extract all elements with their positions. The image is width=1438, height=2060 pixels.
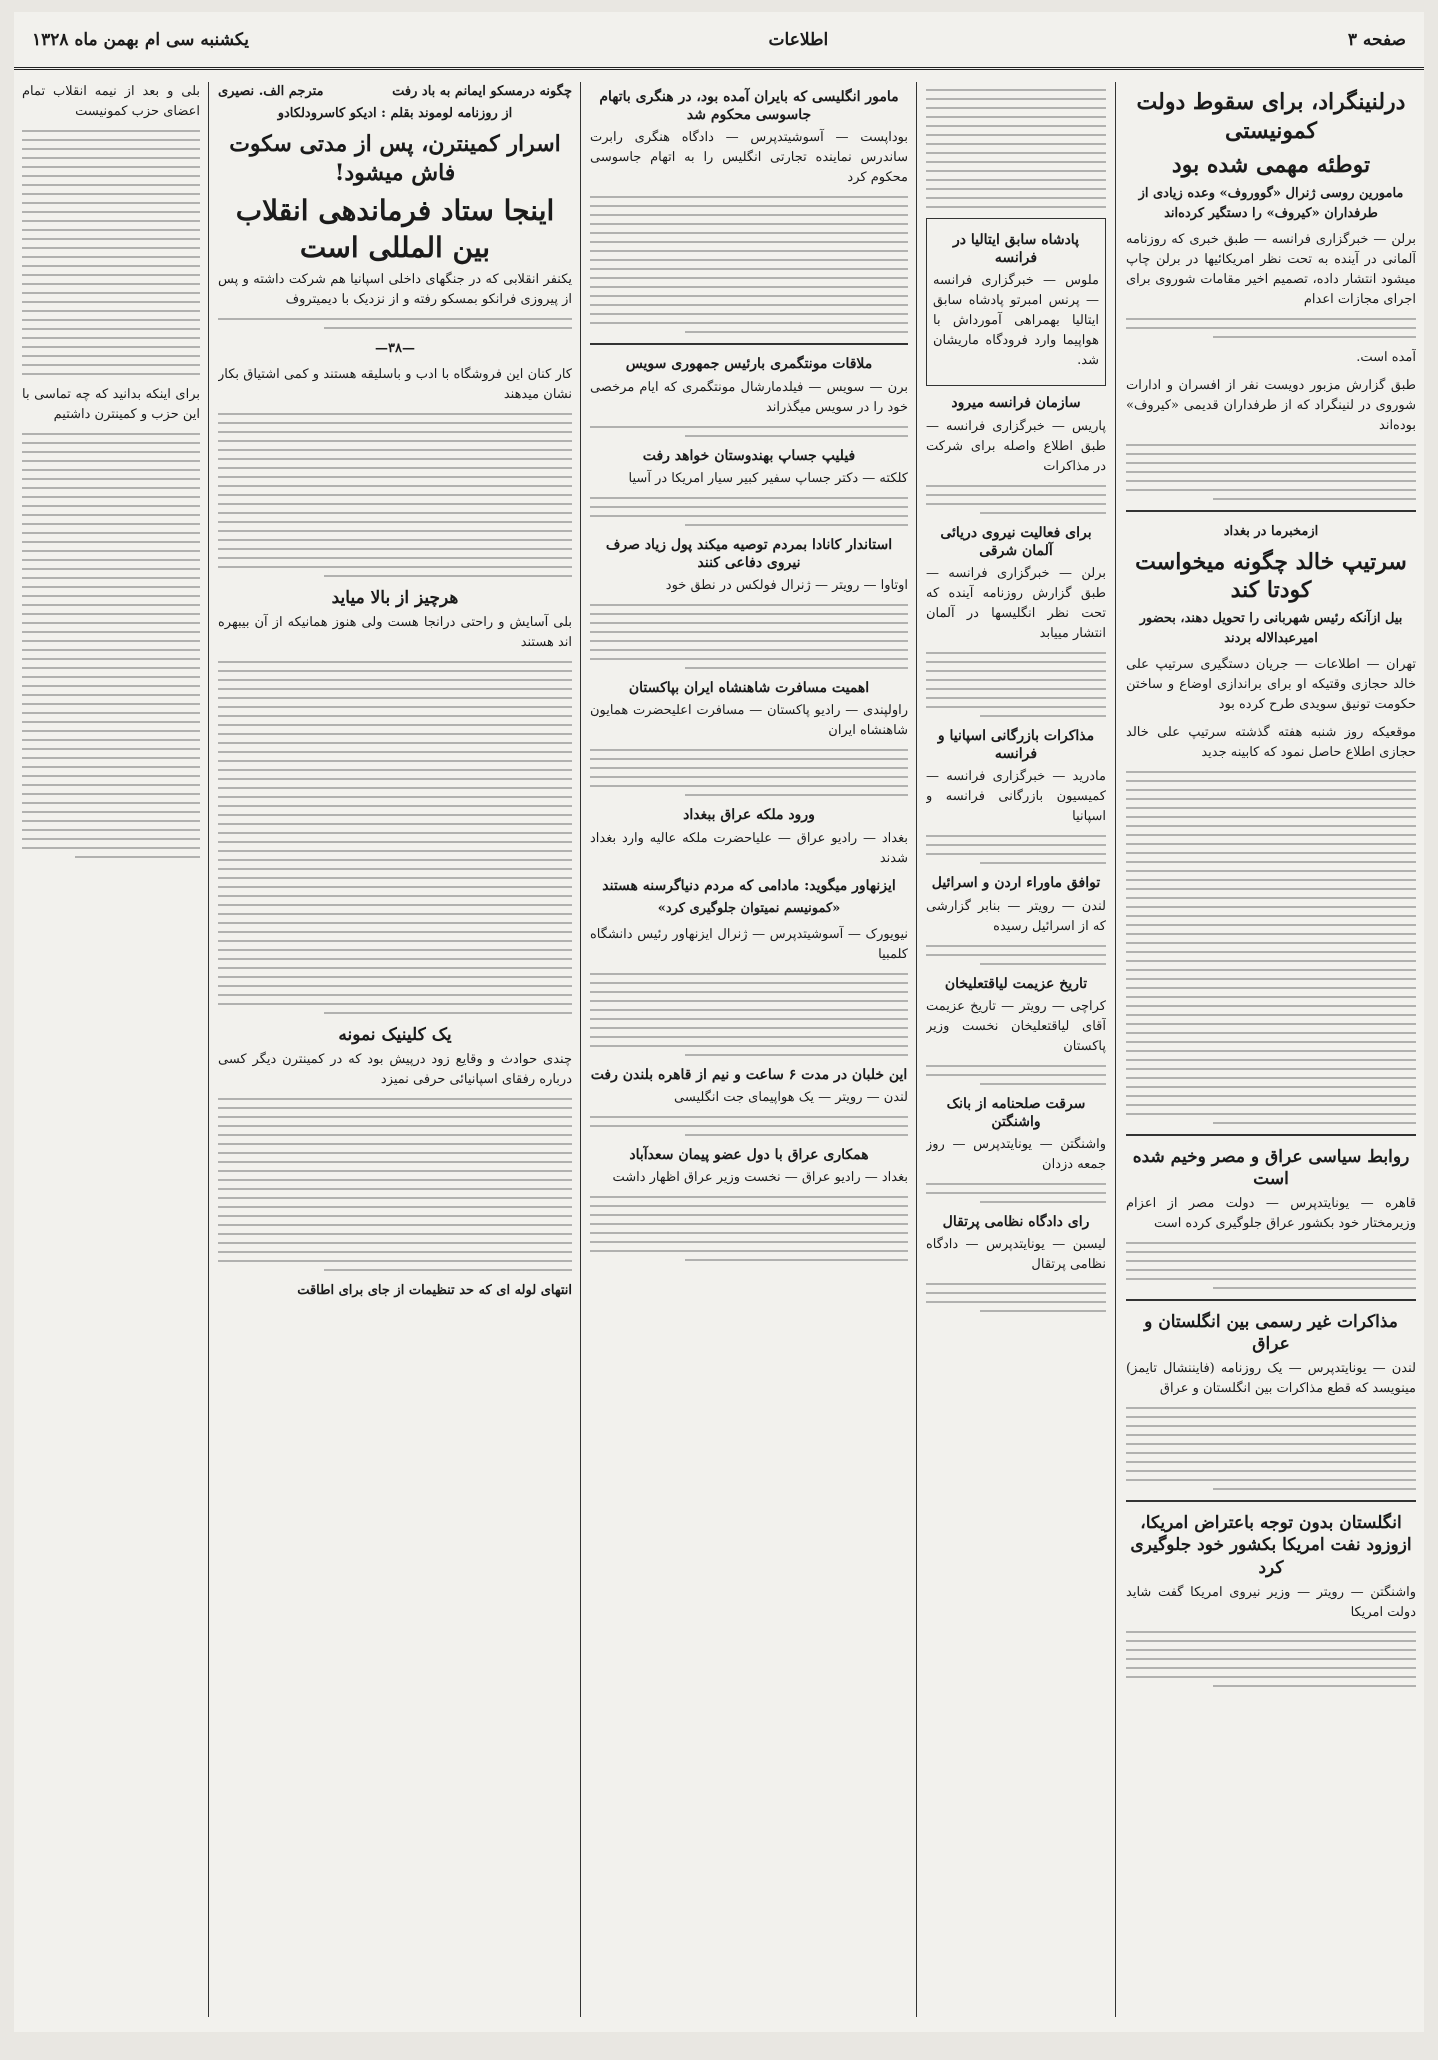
subheadline: بیل ازآنکه رئیس شهربانی را تحویل دهند، بحضور امیرعبدالاله بردند xyxy=(1139,610,1403,646)
page-number: صفحه ۳ xyxy=(1347,29,1406,50)
news-box xyxy=(926,218,1106,386)
headline: درلنینگراد، برای سقوط دولت کمونیستی xyxy=(1136,89,1406,144)
headline: سرقت صلحنامه از بانک واشنگتن xyxy=(946,1095,1086,1130)
subheadline: «کمونیسم نمیتوان جلوگیری کرد» xyxy=(657,900,841,916)
article-text: چندی حوادث و وقایع زود درپیش بود که در کمینترن دیگر کسی درباره رفقای اسپانیائی حرفی نمیزد xyxy=(218,1052,572,1088)
article-text xyxy=(1126,1631,1416,1687)
divider xyxy=(1126,1500,1416,1502)
byline xyxy=(218,82,572,102)
article-lead: بغداد — رادیو عراق — نخست وزیر عراق اظهار داشت xyxy=(612,1170,908,1186)
article-lead: مادرید — خبرگزاری فرانسه — کمیسیون بازرگانی فرانسه و اسپانیا xyxy=(926,769,1106,825)
article-text xyxy=(590,426,908,437)
subhead: هرچیز از بالا میاید xyxy=(331,587,459,608)
headline: سازمان فرانسه میرود xyxy=(951,395,1081,412)
headline: رای دادگاه نظامی پرتقال xyxy=(942,1214,1090,1231)
column-rule xyxy=(916,82,917,2017)
article-text xyxy=(1126,1407,1416,1490)
article-lead: لیسبن — یونایتدپرس — دادگاه نظامی پرتقال xyxy=(926,1237,1106,1273)
kicker: ازمخبرما در بغداد xyxy=(1223,523,1319,539)
article-text xyxy=(926,485,1106,514)
subhead: یک کلینیک نمونه xyxy=(338,1025,452,1046)
headline: این خلبان در مدت ۶ ساعت و نیم از قاهره بلندن رفت xyxy=(590,1066,908,1083)
article-text xyxy=(218,661,572,1014)
headline: روابط سیاسی عراق و مصر وخیم شده است xyxy=(1132,1146,1410,1190)
headline: اسرار کمینترن، پس از مدتی سکوت فاش میشود! xyxy=(229,131,561,186)
article-lead: واشنگتن — یونایتدپرس — روز جمعه دزدان xyxy=(926,1137,1106,1173)
article-text xyxy=(926,1283,1106,1312)
series-title: چگونه درمسکو ایمانم به باد رفت xyxy=(392,84,572,99)
headline: ملاقات مونتگمری بارئیس جمهوری سویس xyxy=(625,356,873,373)
article-text xyxy=(590,497,908,526)
article-lead: برلن — خبرگزاری فرانسه — طبق خبری که روزنامه آلمانی در آینده به تحت نظر امریکائیها در برلن چاپ میشود انتشار داده، تصمیم اخیر مقامات شوروی برای اجرای مجازات اعدام xyxy=(1126,231,1416,307)
article-text: کار کنان این فروشگاه با ادب و باسلیقه هستند و کمی اشتیاق بکار نشان میدهند xyxy=(218,366,572,402)
article-text xyxy=(1126,444,1416,500)
article-lead: بوداپست — آسوشیتدپرس — دادگاه هنگری رابرت ساندرس نماینده تجارتی انگلیس را به اتهام جاسوسی محکوم کرد xyxy=(590,130,908,186)
article-lead: لندن — رویتر — بنابر گزارشی که از اسرائیل رسیده xyxy=(926,898,1106,934)
article-text xyxy=(218,1098,572,1271)
article-closing: انتهای لوله ای که حد تنظیمات از جای برای اطاقت xyxy=(297,1283,572,1299)
subheadline: مامورین روسی ژنرال «گووروف» وعده زیادی از طرفداران «کیروف» را دستگیر کرده‌اند xyxy=(1138,185,1404,221)
article-text xyxy=(926,652,1106,717)
article-text xyxy=(590,973,908,1056)
divider xyxy=(590,343,908,345)
paper-name: اطلاعات xyxy=(768,29,829,50)
article-lead: کلکته — دکتر جساپ سفیر کبیر سیار امریکا در آسیا xyxy=(628,470,908,486)
article-lead: ملوس — خبرگزاری فرانسه — پرنس امبرتو پادشاه سابق ایتالیا بهمراهی آمورداش با هواپیما وارد فرودگاه ماریشان شد. xyxy=(933,273,1099,369)
article-lead: کراچی — رویتر — تاریخ عزیمت آقای لیاقتعلیخان نخست وزیر پاکستان xyxy=(926,998,1106,1054)
article-lead: راولپندی — رادیو پاکستان — مسافرت اعلیحضرت همایون شاهنشاه ایران xyxy=(590,703,908,739)
page-header xyxy=(14,12,1424,70)
article-text xyxy=(22,433,200,858)
column-1 xyxy=(1126,82,1416,2017)
headline: سرتیپ خالد چگونه میخواست کودتا کند xyxy=(1135,548,1407,604)
article-lead: بلی و بعد از نیمه انقلاب تمام اعضای حزب کمونیست xyxy=(22,84,200,119)
issue-date: یکشنبه سی ام بهمن ماه ۱۳۲۸ xyxy=(32,29,249,50)
column-2 xyxy=(926,82,1106,2017)
article-text xyxy=(590,749,908,796)
newspaper-page xyxy=(14,12,1424,2032)
article-lead: واشنگتن — رویتر — وزیر نیروی امریکا گفت شاید دولت امریکا xyxy=(1126,1584,1416,1620)
article-text xyxy=(218,413,572,577)
article-text: طبق گزارش مزبور دویست نفر از افسران و ادارات شوروی در لنینگراد که از طرفداران قدیمی «کیروف» بوده‌اند xyxy=(1126,377,1416,433)
article-lead: برن — سویس — فیلدمارشال مونتگمری که ایام مرخصی خود را در سویس میگذراند xyxy=(590,379,908,415)
divider xyxy=(1126,1299,1416,1301)
article-text xyxy=(590,1116,908,1136)
source-line: از روزنامه لوموند بقلم : ادیکو کاسرودلکادو xyxy=(277,106,513,121)
article-text xyxy=(590,196,908,333)
article-lead: یکنفر انقلابی که در جنگهای داخلی اسپانیا هم شرکت داشته و پس از پیروزی فرانکو بمسکو رفته و از نزدیک با دیمیتروف xyxy=(218,271,572,307)
article-text xyxy=(926,945,1106,965)
headline: مامور انگلیسی که بایران آمده بود، در هنگری باتهام جاسوسی محکوم شد xyxy=(599,89,899,124)
translator: مترجم الف. نصیری xyxy=(218,84,324,99)
article-lead: برلن — خبرگزاری فرانسه — طبق گزارش روزنامه آینده که تحت نظر انگلیسها در آلمان انتشار مییابد xyxy=(926,565,1106,641)
column-5 xyxy=(22,82,200,2017)
column-3 xyxy=(590,82,908,2017)
article-lead: قاهره — یونایتدپرس — دولت مصر از اعزام وزیرمختار خود بکشور عراق جلوگیری کرده است xyxy=(1126,1196,1416,1232)
column-rule xyxy=(208,82,209,2017)
divider xyxy=(1126,510,1416,512)
article-text xyxy=(590,604,908,669)
article-text xyxy=(1126,771,1416,1124)
article-lead: لندن — یونایتدپرس — یک روزنامه (فایننشال تایمز) مینویسد که قطع مذاکرات بین انگلستان و عراق xyxy=(1126,1361,1416,1397)
headline: انگلستان بدون توجه باعتراض امریکا، ازوزود نفت امریکا بکشور خود جلوگیری کرد xyxy=(1130,1513,1412,1578)
article-text: موقعیکه روز شنبه هفته گذشته سرتیپ علی خالد حجازی اطلاع حاصل نمود که کابینه جدید xyxy=(1126,724,1416,760)
article-text xyxy=(1126,1242,1416,1289)
article-lead: لندن — رویتر — یک هواپیمای جت انگلیسی xyxy=(674,1089,908,1105)
article-text xyxy=(22,130,200,375)
article-lead: بغداد — رادیو عراق — علیاحضرت ملکه عالیه وارد بغداد شدند xyxy=(590,830,908,866)
headline: ایزنهاور میگوید: مادامی که مردم دنیاگرسنه هستند xyxy=(602,877,896,894)
column-4 xyxy=(218,82,572,2017)
headline: اهمیت مسافرت شاهنشاه ایران بپاکستان xyxy=(628,680,870,697)
headline: مذاکرات غیر رسمی بین انگلستان و عراق xyxy=(1144,1312,1398,1355)
headline: توافق ماوراء اردن و اسرائیل xyxy=(931,875,1101,892)
article-text: آمده است. xyxy=(1356,349,1416,365)
article-text: برای اینکه بدانید که چه تماسی با این حزب و کمینترن داشتیم xyxy=(22,387,200,422)
headline: پادشاه سابق ایتالیا در فرانسه xyxy=(953,232,1079,267)
headline: ورود ملکه عراق ببغداد xyxy=(683,807,815,824)
article-lead: پاریس — خبرگزاری فرانسه — طبق اطلاع واصله برای شرکت در مذاکرات xyxy=(926,418,1106,474)
article-text xyxy=(218,318,572,329)
divider xyxy=(1126,1134,1416,1136)
headline: توطئه مهمی شده بود xyxy=(1171,152,1371,179)
article-text: بلی آسایش و راحتی درانجا هست ولی هنوز همانیکه از آن بیبهره اند هستند xyxy=(218,615,572,651)
article-text xyxy=(1126,318,1416,338)
headline: اینجا ستاد فرماندهی انقلاب بین المللی است xyxy=(235,194,555,264)
article-text xyxy=(926,835,1106,864)
article-text xyxy=(926,1065,1106,1085)
article-lead: نیویورک — آسوشیتدپرس — ژنرال ایزنهاور رئیس دانشگاه کلمبیا xyxy=(590,926,908,962)
headline: فیلیپ جساپ بهندوستان خواهد رفت xyxy=(642,447,856,464)
column-rule xyxy=(1115,82,1116,2017)
article-text xyxy=(926,1183,1106,1203)
episode-number: —۳۸— xyxy=(375,340,415,356)
article-lead: تهران — اطلاعات — جریان دستگیری سرتیپ علی خالد حجازی وقتیکه او برای براندازی اوضاع و ساختن حکومت تونیق سویدی طرح کرده بود xyxy=(1126,656,1416,712)
headline: مذاکرات بازرگانی اسپانیا و فرانسه xyxy=(937,727,1095,763)
column-rule xyxy=(580,82,581,2017)
headline: برای فعالیت نیروی دریائی آلمان شرقی xyxy=(940,524,1092,559)
headline: همکاری عراق با دول عضو پیمان سعدآباد xyxy=(629,1146,869,1163)
article-text xyxy=(590,1196,908,1261)
article-text xyxy=(926,89,1106,208)
headline: استاندار کانادا بمردم توصیه میکند پول زیاد صرف نیروی دفاعی کنند xyxy=(605,536,893,571)
headline: تاریخ عزیمت لیاقتعلیخان xyxy=(944,975,1088,992)
article-lead: اوتاوا — رویتر — ژنرال فولکس در نطق خود xyxy=(665,578,908,594)
